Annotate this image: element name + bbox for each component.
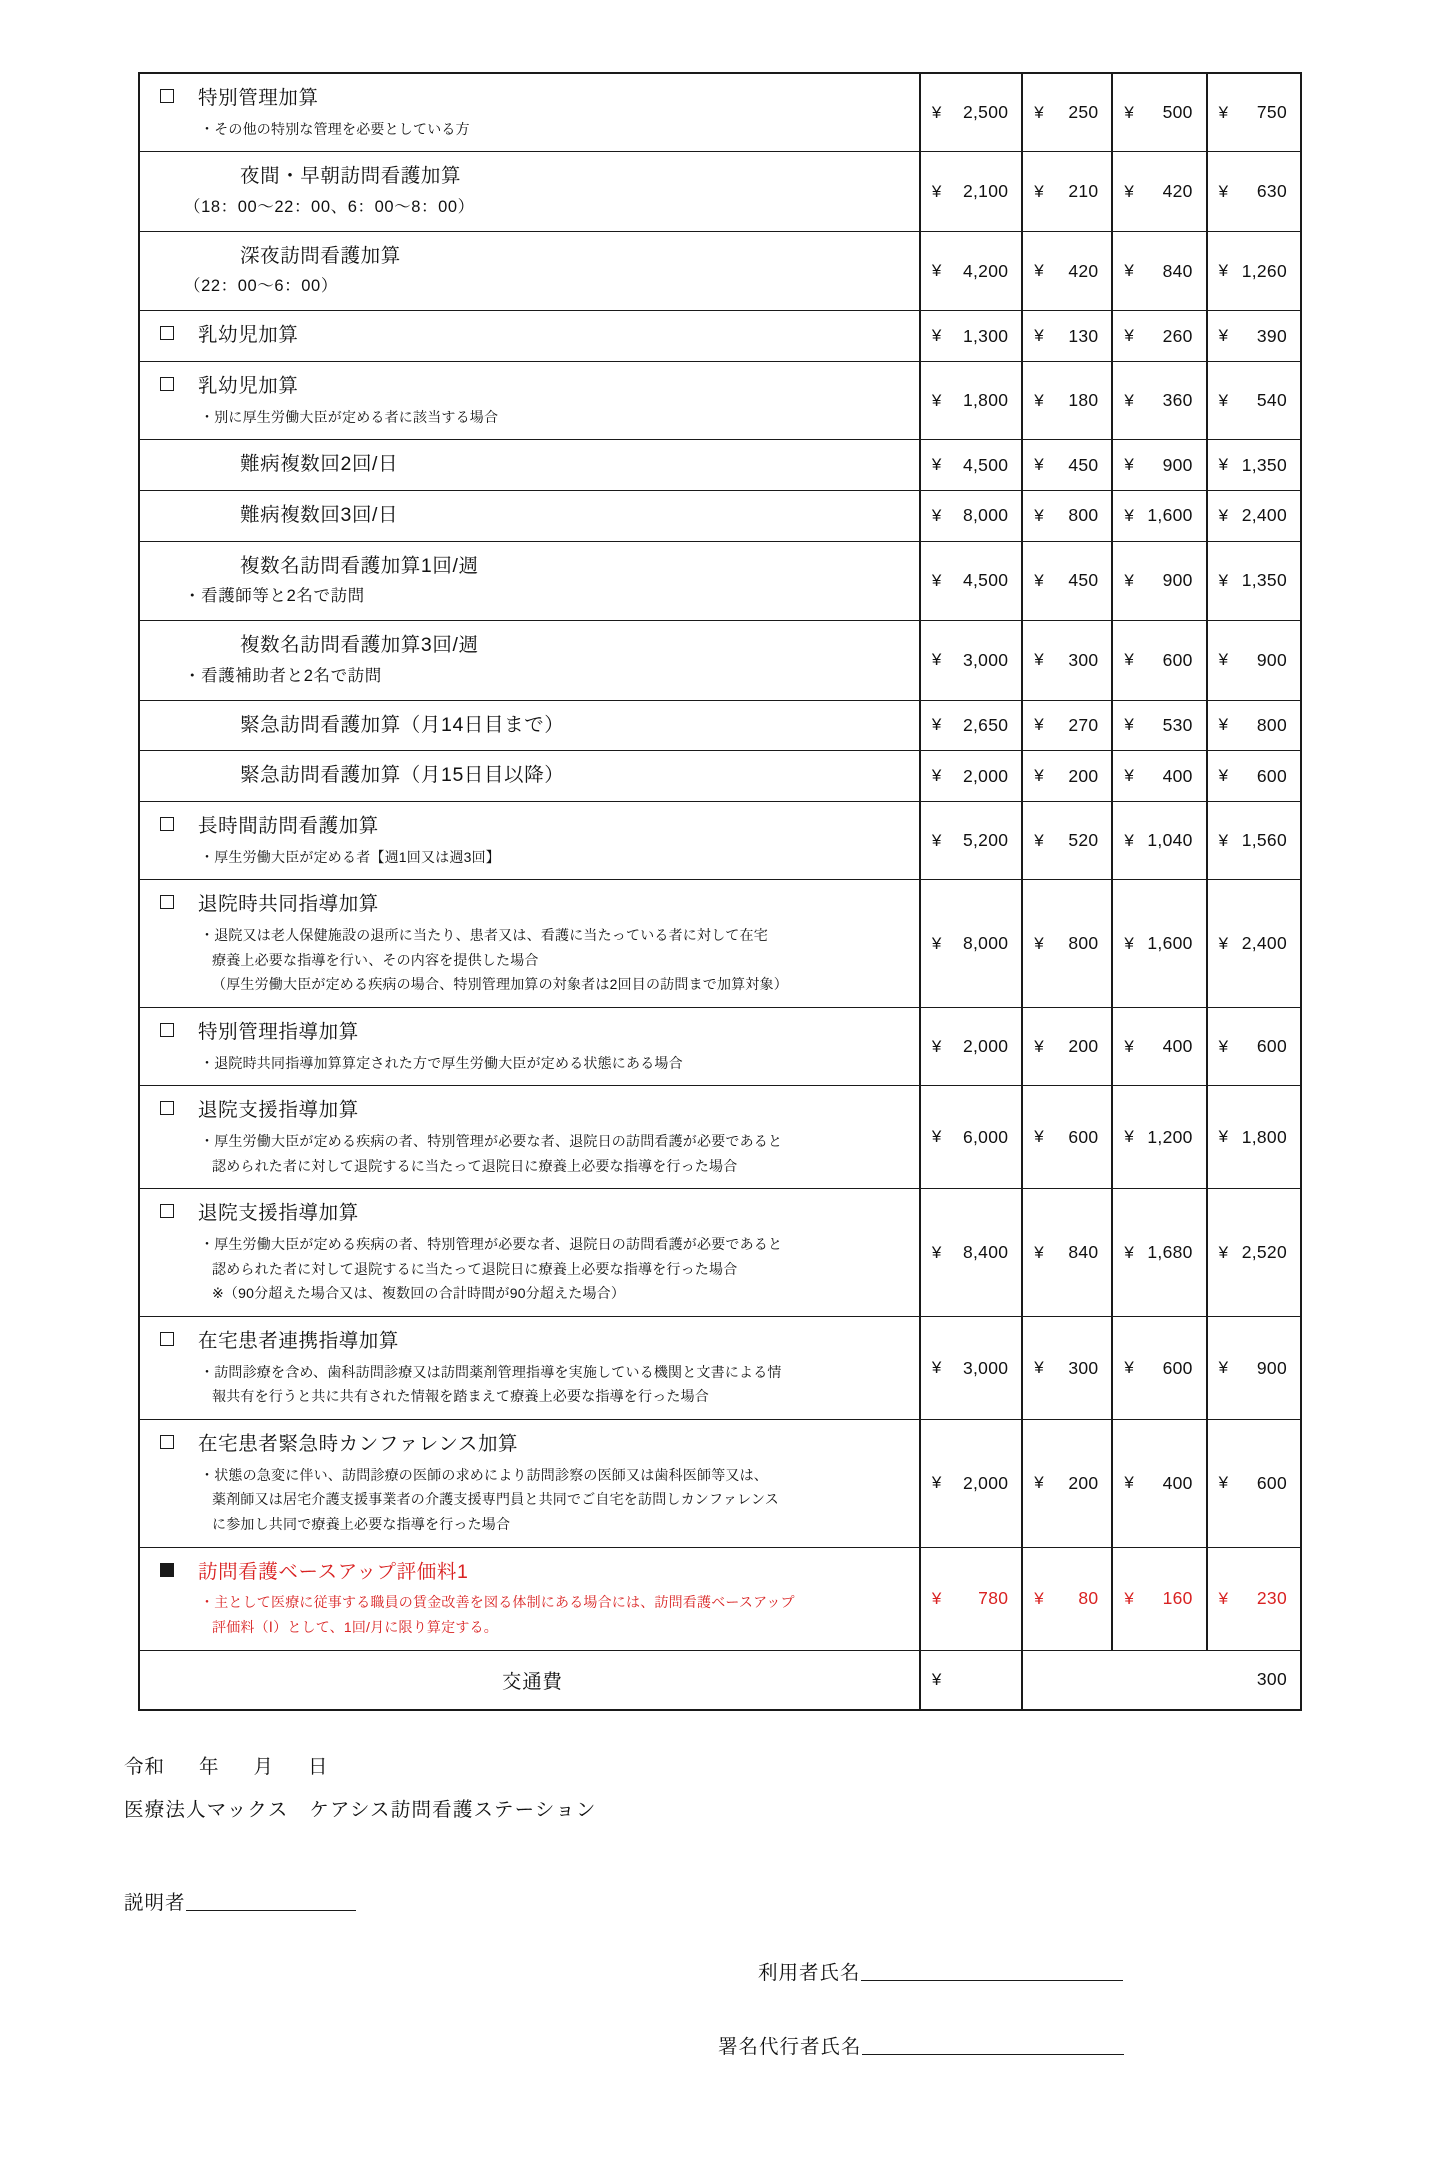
amount-full: 1,300 <box>955 311 1023 362</box>
amount-full: 4,500 <box>955 541 1023 620</box>
currency-symbol-1: ¥ <box>920 311 955 362</box>
row-title: 緊急訪問看護加算（月14日目まで） <box>240 713 565 736</box>
row-description <box>139 490 920 541</box>
amount-full: 5,200 <box>955 801 1023 879</box>
currency-symbol-2: ¥ <box>1022 311 1053 362</box>
amount-copay-30: 600 <box>1237 751 1301 802</box>
amount-copay-30: 1,350 <box>1237 440 1301 491</box>
amount-copay-30: 800 <box>1237 700 1301 751</box>
row-note: ・別に厚生労働大臣が定める者に該当する場合 <box>200 408 499 425</box>
proxy-signer-label: 署名代行者氏名 <box>718 2035 862 2058</box>
month-label: 月 <box>253 1755 275 1778</box>
currency-symbol-1: ¥ <box>920 700 955 751</box>
row-title: 特別管理指導加算 <box>198 1020 359 1043</box>
row-description <box>139 440 920 491</box>
amount-full: 3,000 <box>955 621 1023 700</box>
currency-symbol-2: ¥ <box>1022 231 1053 310</box>
row-title: 難病複数回2回/日 <box>240 453 399 476</box>
amount-full: 2,000 <box>955 751 1023 802</box>
currency-symbol-2: ¥ <box>1022 1189 1053 1317</box>
proxy-signature-line[interactable] <box>862 2053 1124 2055</box>
currency-symbol-1: ¥ <box>920 1086 955 1189</box>
amount-copay-10: 800 <box>1053 880 1112 1008</box>
amount-copay-20: 900 <box>1143 541 1207 620</box>
amount-copay-10: 520 <box>1053 801 1112 879</box>
amount-full: 1,800 <box>955 361 1023 439</box>
row-description <box>139 152 920 231</box>
currency-symbol-3: ¥ <box>1112 801 1143 879</box>
amount-copay-10: 210 <box>1053 152 1112 231</box>
row-title: 難病複数回3回/日 <box>240 503 399 526</box>
row-description <box>139 880 920 1008</box>
amount-copay-30: 2,400 <box>1237 490 1301 541</box>
currency-symbol-3: ¥ <box>1112 880 1143 1008</box>
currency-symbol-2: ¥ <box>1022 1086 1053 1189</box>
currency-symbol-2: ¥ <box>1022 751 1053 802</box>
amount-full: 4,500 <box>955 440 1023 491</box>
currency-symbol-3: ¥ <box>1112 1547 1143 1650</box>
currency-symbol-3: ¥ <box>1112 621 1143 700</box>
table-row <box>139 152 1301 231</box>
currency-symbol-2 <box>1022 1650 1053 1710</box>
row-note: 療養上必要な指導を行い、その内容を提供した場合 <box>212 951 539 968</box>
day-label: 日 <box>308 1755 329 1778</box>
currency-symbol-2: ¥ <box>1022 1317 1053 1420</box>
table-row <box>139 880 1301 1008</box>
row-title: 退院支援指導加算 <box>198 1202 359 1225</box>
amount-copay-20: 160 <box>1143 1547 1207 1650</box>
currency-symbol-1: ¥ <box>920 1547 955 1650</box>
currency-symbol-1: ¥ <box>920 361 955 439</box>
amount-full: 2,000 <box>955 1420 1023 1548</box>
currency-symbol-2: ¥ <box>1022 1007 1053 1085</box>
transport-amount-full <box>955 1650 1023 1710</box>
amount-copay-20: 1,200 <box>1143 1086 1207 1189</box>
row-checkbox[interactable] <box>160 636 174 650</box>
row-note: 認められた者に対して退院するに当たって退院日に療養上必要な指導を行った場合 <box>212 1157 738 1174</box>
row-description <box>139 73 920 152</box>
fee-table <box>138 72 1302 1711</box>
amount-copay-10: 250 <box>1053 73 1112 152</box>
amount-full: 2,100 <box>955 152 1023 231</box>
table-row <box>139 1420 1301 1548</box>
row-note: ・訪問診療を含め、歯科訪問診療又は訪問薬剤管理指導を実施している機関と文書による情 <box>200 1363 782 1380</box>
row-checkbox[interactable] <box>160 1435 174 1449</box>
row-note: （厚生労働大臣が定める疾病の場合、特別管理加算の対象者は2回目の訪問まで加算対象） <box>212 976 788 993</box>
amount-copay-20: 1,600 <box>1143 490 1207 541</box>
currency-symbol-4 <box>1207 1650 1238 1710</box>
row-title: 複数名訪問看護加算1回/週 <box>240 554 479 577</box>
currency-symbol-4: ¥ <box>1207 700 1238 751</box>
row-note: ・厚生労働大臣が定める者【週1回又は週3回】 <box>200 848 500 865</box>
row-checkbox[interactable] <box>160 557 174 571</box>
amount-copay-20: 500 <box>1143 73 1207 152</box>
currency-symbol-4: ¥ <box>1207 541 1238 620</box>
row-title: 夜間・早朝訪問看護加算 <box>240 165 462 188</box>
amount-copay-10: 840 <box>1053 1189 1112 1317</box>
table-row <box>139 541 1301 620</box>
currency-symbol-3: ¥ <box>1112 1420 1143 1548</box>
amount-copay-10: 80 <box>1053 1547 1112 1650</box>
amount-copay-10: 420 <box>1053 231 1112 310</box>
row-checkbox[interactable] <box>160 167 174 181</box>
currency-symbol-4: ¥ <box>1207 1189 1238 1317</box>
currency-symbol-4: ¥ <box>1207 1086 1238 1189</box>
row-description <box>139 700 920 751</box>
table-row <box>139 1086 1301 1189</box>
amount-full: 2,000 <box>955 1007 1023 1085</box>
currency-symbol-1: ¥ <box>920 1650 955 1710</box>
row-description <box>139 801 920 879</box>
amount-copay-20: 420 <box>1143 152 1207 231</box>
row-note: （18：00～22：00、6：00～8：00） <box>184 198 475 217</box>
amount-copay-30: 1,560 <box>1237 801 1301 879</box>
amount-copay-10: 270 <box>1053 700 1112 751</box>
row-description <box>139 361 920 439</box>
proxy-signer-field <box>718 2031 1124 2059</box>
table-row <box>139 621 1301 700</box>
row-note: ・退院時共同指導加算算定された方で厚生労働大臣が定める状態にある場合 <box>200 1054 683 1071</box>
amount-copay-10: 200 <box>1053 751 1112 802</box>
row-title: 長時間訪問看護加算 <box>198 814 379 837</box>
table-row <box>139 440 1301 491</box>
currency-symbol-3: ¥ <box>1112 541 1143 620</box>
amount-copay-20: 260 <box>1143 311 1207 362</box>
row-checkbox[interactable] <box>160 455 174 469</box>
amount-copay-30: 390 <box>1237 311 1301 362</box>
amount-copay-10: 300 <box>1053 621 1112 700</box>
document-footer <box>0 1741 1440 2161</box>
currency-symbol-4: ¥ <box>1207 73 1238 152</box>
currency-symbol-3: ¥ <box>1112 361 1143 439</box>
row-note: ・看護補助者と2名で訪問 <box>184 666 382 685</box>
row-note: ※（90分超えた場合又は、複数回の合計時間が90分超えた場合） <box>212 1285 626 1302</box>
currency-symbol-3: ¥ <box>1112 1317 1143 1420</box>
row-description <box>139 1317 920 1420</box>
currency-symbol-3: ¥ <box>1112 152 1143 231</box>
amount-copay-30: 2,400 <box>1237 880 1301 1008</box>
currency-symbol-4: ¥ <box>1207 751 1238 802</box>
transport-copay-30: 300 <box>1237 1650 1301 1710</box>
date-line <box>124 1751 329 1779</box>
row-description <box>139 621 920 700</box>
amount-copay-10: 600 <box>1053 1086 1112 1189</box>
row-description <box>139 231 920 310</box>
amount-copay-10: 200 <box>1053 1007 1112 1085</box>
row-checkbox[interactable] <box>160 716 174 730</box>
currency-symbol-1: ¥ <box>920 440 955 491</box>
currency-symbol-3: ¥ <box>1112 311 1143 362</box>
row-title: 在宅患者連携指導加算 <box>198 1330 400 1353</box>
fee-table-body <box>139 73 1301 1710</box>
user-name-label: 利用者氏名 <box>758 1961 861 1984</box>
user-name-field <box>758 1957 1123 1985</box>
row-checkbox[interactable] <box>160 1204 174 1218</box>
amount-copay-20: 840 <box>1143 231 1207 310</box>
currency-symbol-1: ¥ <box>920 152 955 231</box>
amount-copay-10: 800 <box>1053 490 1112 541</box>
row-note: に参加し共同で療養上必要な指導を行った場合 <box>212 1516 511 1533</box>
currency-symbol-1: ¥ <box>920 490 955 541</box>
table-row <box>139 490 1301 541</box>
amount-copay-30: 1,350 <box>1237 541 1301 620</box>
explainer-label: 説明者 <box>124 1891 186 1914</box>
amount-full: 8,400 <box>955 1189 1023 1317</box>
currency-symbol-2: ¥ <box>1022 801 1053 879</box>
table-row <box>139 751 1301 802</box>
currency-symbol-4: ¥ <box>1207 1420 1238 1548</box>
explainer-signature-line[interactable] <box>186 1909 356 1911</box>
row-title: 在宅患者緊急時カンファレンス加算 <box>198 1433 519 1456</box>
currency-symbol-2: ¥ <box>1022 1547 1053 1650</box>
amount-full: 8,000 <box>955 880 1023 1008</box>
amount-copay-10: 200 <box>1053 1420 1112 1548</box>
row-note: ・主として医療に従事する職員の賃金改善を図る体制にある場合には、訪問看護ベースアップ <box>200 1594 795 1611</box>
row-checkbox[interactable] <box>160 1101 174 1115</box>
amount-copay-20: 600 <box>1143 1317 1207 1420</box>
currency-symbol-1: ¥ <box>920 880 955 1008</box>
currency-symbol-3 <box>1112 1650 1143 1710</box>
currency-symbol-3: ¥ <box>1112 490 1143 541</box>
currency-symbol-2: ¥ <box>1022 73 1053 152</box>
row-description <box>139 1086 920 1189</box>
row-description <box>139 541 920 620</box>
currency-symbol-3: ¥ <box>1112 751 1143 802</box>
amount-copay-30: 600 <box>1237 1420 1301 1548</box>
row-title: 乳幼児加算 <box>198 324 299 347</box>
amount-full: 2,500 <box>955 73 1023 152</box>
currency-symbol-4: ¥ <box>1207 311 1238 362</box>
amount-full: 8,000 <box>955 490 1023 541</box>
currency-symbol-3: ¥ <box>1112 1007 1143 1085</box>
currency-symbol-2: ¥ <box>1022 541 1053 620</box>
amount-copay-30: 900 <box>1237 1317 1301 1420</box>
amount-copay-10: 180 <box>1053 361 1112 439</box>
currency-symbol-2: ¥ <box>1022 490 1053 541</box>
row-note: 薬剤師又は居宅介護支援事業者の介護支援専門員と共同でご自宅を訪問しカンファレンス <box>212 1491 779 1508</box>
amount-copay-30: 630 <box>1237 152 1301 231</box>
row-description <box>139 751 920 802</box>
transport-label: 交通費 <box>501 1670 563 1693</box>
amount-full: 3,000 <box>955 1317 1023 1420</box>
row-note: ・退院又は老人保健施設の退所に当たり、患者又は、看護に当たっている者に対して在宅 <box>200 926 768 943</box>
currency-symbol-2: ¥ <box>1022 440 1053 491</box>
amount-copay-30: 1,800 <box>1237 1086 1301 1189</box>
currency-symbol-1: ¥ <box>920 1189 955 1317</box>
organization-name: 医療法人マックス ケアシス訪問看護ステーション <box>124 1798 597 1821</box>
amount-full: 2,650 <box>955 700 1023 751</box>
row-note: ・状態の急変に伴い、訪問診療の医師の求めにより訪問診察の医師又は歯科医師等又は、 <box>200 1466 768 1483</box>
row-note: 認められた者に対して退院するに当たって退院日に療養上必要な指導を行った場合 <box>212 1260 738 1277</box>
table-row <box>139 73 1301 152</box>
row-title: 複数名訪問看護加算3回/週 <box>240 634 479 657</box>
transport-copay-20 <box>1143 1650 1207 1710</box>
currency-symbol-3: ¥ <box>1112 440 1143 491</box>
amount-full: 780 <box>955 1547 1023 1650</box>
amount-full: 4,200 <box>955 231 1023 310</box>
currency-symbol-2: ¥ <box>1022 1420 1053 1548</box>
transport-fee-row <box>139 1650 1301 1710</box>
row-title: 退院時共同指導加算 <box>198 893 379 916</box>
amount-copay-30: 750 <box>1237 73 1301 152</box>
amount-copay-20: 530 <box>1143 700 1207 751</box>
currency-symbol-4: ¥ <box>1207 440 1238 491</box>
row-title: 深夜訪問看護加算 <box>240 244 401 267</box>
row-title: 緊急訪問看護加算（月15日目以降） <box>240 764 565 787</box>
currency-symbol-4: ¥ <box>1207 880 1238 1008</box>
currency-symbol-1: ¥ <box>920 1317 955 1420</box>
currency-symbol-1: ¥ <box>920 73 955 152</box>
amount-copay-20: 1,680 <box>1143 1189 1207 1317</box>
table-row <box>139 1547 1301 1650</box>
currency-symbol-1: ¥ <box>920 231 955 310</box>
row-checkbox[interactable] <box>160 326 174 340</box>
currency-symbol-2: ¥ <box>1022 621 1053 700</box>
row-checkbox[interactable] <box>160 377 174 391</box>
amount-copay-20: 360 <box>1143 361 1207 439</box>
currency-symbol-4: ¥ <box>1207 231 1238 310</box>
table-row <box>139 311 1301 362</box>
table-row <box>139 801 1301 879</box>
amount-copay-20: 400 <box>1143 751 1207 802</box>
explainer-field <box>124 1887 356 1915</box>
row-title: 特別管理加算 <box>198 87 319 109</box>
currency-symbol-1: ¥ <box>920 801 955 879</box>
year-label: 年 <box>199 1755 220 1778</box>
transport-copay-10 <box>1053 1650 1112 1710</box>
currency-symbol-1: ¥ <box>920 621 955 700</box>
currency-symbol-4: ¥ <box>1207 1007 1238 1085</box>
currency-symbol-1: ¥ <box>920 751 955 802</box>
row-description <box>139 1420 920 1548</box>
era-label: 令和 <box>124 1755 166 1778</box>
amount-copay-30: 230 <box>1237 1547 1301 1650</box>
row-checkbox[interactable] <box>160 247 174 261</box>
amount-copay-20: 900 <box>1143 440 1207 491</box>
row-checkbox[interactable] <box>160 1023 174 1037</box>
amount-copay-10: 300 <box>1053 1317 1112 1420</box>
currency-symbol-1: ¥ <box>920 541 955 620</box>
row-checkbox[interactable] <box>160 1563 174 1577</box>
amount-copay-10: 130 <box>1053 311 1112 362</box>
row-description <box>139 1547 920 1650</box>
amount-copay-10: 450 <box>1053 440 1112 491</box>
table-row <box>139 1007 1301 1085</box>
currency-symbol-3: ¥ <box>1112 700 1143 751</box>
row-note: 評価料（Ⅰ）として、1回/月に限り算定する。 <box>212 1619 498 1636</box>
currency-symbol-4: ¥ <box>1207 1547 1238 1650</box>
row-note: ・厚生労働大臣が定める疾病の者、特別管理が必要な者、退院日の訪問看護が必要であると <box>200 1236 783 1253</box>
row-note: ・その他の特別な管理を必要としている方 <box>200 120 470 137</box>
currency-symbol-3: ¥ <box>1112 1189 1143 1317</box>
row-checkbox[interactable] <box>160 817 174 831</box>
row-checkbox[interactable] <box>160 506 174 520</box>
table-row <box>139 361 1301 439</box>
user-signature-line[interactable] <box>861 1979 1123 1981</box>
currency-symbol-4: ¥ <box>1207 621 1238 700</box>
amount-copay-10: 450 <box>1053 541 1112 620</box>
currency-symbol-1: ¥ <box>920 1007 955 1085</box>
currency-symbol-4: ¥ <box>1207 361 1238 439</box>
currency-symbol-4: ¥ <box>1207 801 1238 879</box>
row-title: 訪問看護ベースアップ評価料1 <box>198 1560 469 1583</box>
amount-copay-20: 1,600 <box>1143 880 1207 1008</box>
row-checkbox[interactable] <box>160 89 174 103</box>
currency-symbol-2: ¥ <box>1022 880 1053 1008</box>
row-description <box>139 311 920 362</box>
row-note: ・厚生労働大臣が定める疾病の者、特別管理が必要な者、退院日の訪問看護が必要であると <box>200 1133 783 1150</box>
row-checkbox[interactable] <box>160 895 174 909</box>
row-description <box>139 1189 920 1317</box>
currency-symbol-4: ¥ <box>1207 1317 1238 1420</box>
currency-symbol-4: ¥ <box>1207 152 1238 231</box>
transport-description <box>139 1650 920 1710</box>
table-row <box>139 231 1301 310</box>
currency-symbol-3: ¥ <box>1112 1086 1143 1189</box>
amount-copay-30: 540 <box>1237 361 1301 439</box>
amount-copay-30: 1,260 <box>1237 231 1301 310</box>
amount-copay-20: 1,040 <box>1143 801 1207 879</box>
table-row <box>139 1189 1301 1317</box>
amount-copay-20: 600 <box>1143 621 1207 700</box>
table-row <box>139 700 1301 751</box>
currency-symbol-4: ¥ <box>1207 490 1238 541</box>
row-description <box>139 1007 920 1085</box>
amount-copay-30: 600 <box>1237 1007 1301 1085</box>
amount-full: 6,000 <box>955 1086 1023 1189</box>
amount-copay-20: 400 <box>1143 1420 1207 1548</box>
amount-copay-30: 2,520 <box>1237 1189 1301 1317</box>
row-checkbox[interactable] <box>160 766 174 780</box>
currency-symbol-3: ¥ <box>1112 231 1143 310</box>
row-note: ・看護師等と2名で訪問 <box>184 587 365 606</box>
table-row <box>139 1317 1301 1420</box>
currency-symbol-2: ¥ <box>1022 361 1053 439</box>
amount-copay-30: 900 <box>1237 621 1301 700</box>
currency-symbol-2: ¥ <box>1022 700 1053 751</box>
currency-symbol-2: ¥ <box>1022 152 1053 231</box>
amount-copay-20: 400 <box>1143 1007 1207 1085</box>
row-note: 報共有を行うと共に共有された情報を踏まえて療養上必要な指導を行った場合 <box>212 1388 709 1405</box>
currency-symbol-1: ¥ <box>920 1420 955 1548</box>
row-checkbox[interactable] <box>160 1332 174 1346</box>
row-title: 乳幼児加算 <box>198 374 299 397</box>
row-title: 退院支援指導加算 <box>198 1099 359 1122</box>
currency-symbol-3: ¥ <box>1112 73 1143 152</box>
row-note: （22：00～6：00） <box>184 277 338 296</box>
